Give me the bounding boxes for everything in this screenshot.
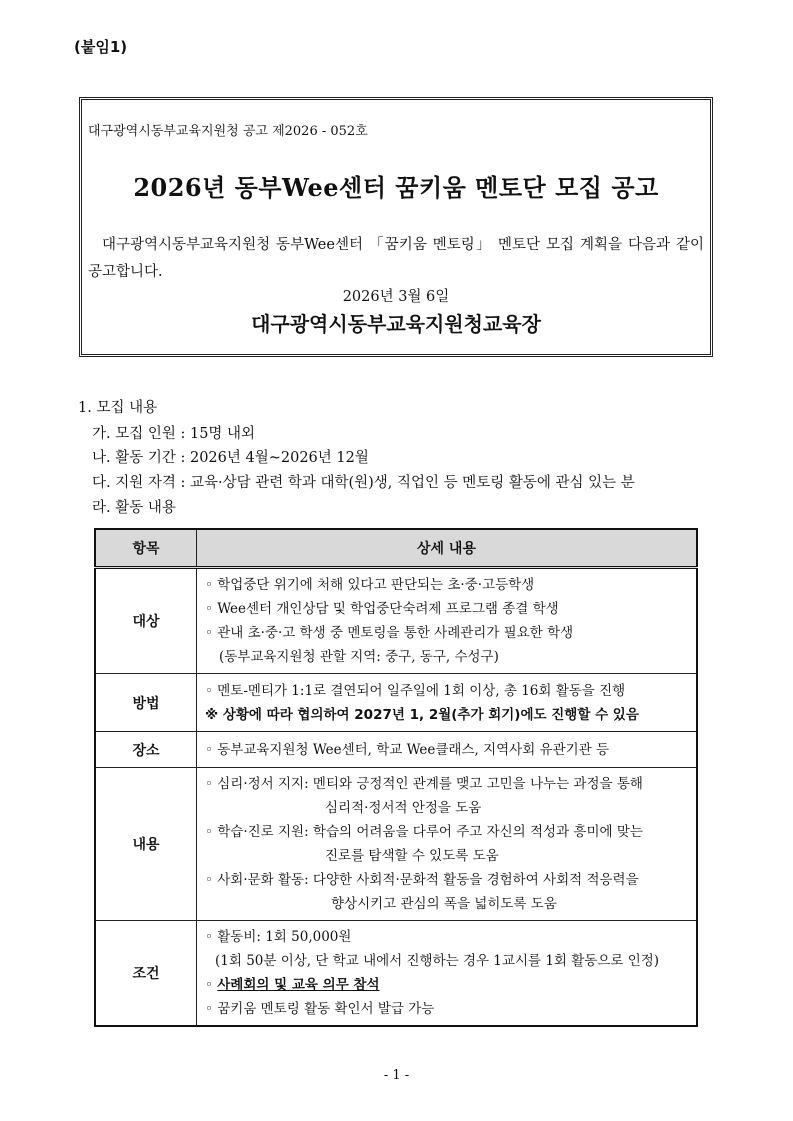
list-item: ◦ 활동비: 1회 50,000원 xyxy=(205,929,352,945)
attachment-label: (붙임1) xyxy=(74,38,128,56)
recruit-count: 가. 모집 인원 : 15명 내외 xyxy=(92,426,256,442)
row-content-place xyxy=(197,732,698,768)
row-content-target xyxy=(197,568,698,674)
activity-period: 나. 활동 기간 : 2026년 4월~2026년 12월 xyxy=(92,450,369,466)
list-item: ◦ Wee센터 개인상담 및 학업중단숙려제 프로그램 종결 학생 xyxy=(205,601,559,617)
header-item: 항목 xyxy=(95,529,197,568)
list-item: ◦ 관내 초·중·고 학생 중 멘토링을 통한 사례관리가 필요한 학생 xyxy=(205,625,574,641)
row-content-condition xyxy=(197,921,698,1027)
mandatory-attendance: 사례회의 및 교육 의무 참석 xyxy=(217,977,380,993)
notice-date: 2026년 3월 6일 xyxy=(342,289,450,305)
list-item: 진로를 탐색할 수 있도록 도움 xyxy=(325,848,499,864)
row-label-method: 방법 xyxy=(95,674,197,732)
list-item: ◦ 학습·진로 지원: 학습의 어려움을 다루어 주고 자신의 적성과 흥미에 맞는 xyxy=(205,824,643,840)
section-heading: 1. 모집 내용 xyxy=(78,400,158,416)
table-row xyxy=(95,921,697,1027)
list-item: ◦ 꿈키움 멘토링 활동 확인서 발급 가능 xyxy=(205,1001,435,1017)
row-label-target: 대상 xyxy=(95,568,197,674)
detail-table xyxy=(94,528,698,1027)
list-item: 향상시키고 관심의 폭을 넓히도록 도움 xyxy=(331,896,557,912)
header-detail: 상세 내용 xyxy=(197,529,698,568)
table-header-row xyxy=(95,529,697,568)
list-item: ◦ 심리·정서 지지: 멘티와 긍정적인 관계를 맺고 고민을 나누는 과정을 통해 xyxy=(205,776,643,792)
table-row xyxy=(95,732,697,768)
page-number: - 1 - xyxy=(383,1068,410,1083)
notice-number: 대구광역시동부교육지원청 공고 제2026 - 052호 xyxy=(88,124,368,139)
list-item: (1회 50분 이상, 단 학교 내에서 진행하는 경우 1교시를 1회 활동으로 인정) xyxy=(215,953,660,969)
notice-issuer: 대구광역시동부교육지원청교육장 xyxy=(251,312,541,336)
list-item: (동부교육지원청 관할 지역: 중구, 동구, 수성구) xyxy=(219,649,499,665)
list-item: ◦ 학업중단 위기에 처해 있다고 판단되는 초·중·고등학생 xyxy=(205,577,535,593)
table-row xyxy=(95,768,697,921)
notice-body: 대구광역시동부교육지원청 동부Wee센터 「꿈키움 멘토링」 멘토단 모집 계획을 다음과 같이 공고합니다. xyxy=(88,237,704,280)
row-content-content xyxy=(197,768,698,921)
row-label-content: 내용 xyxy=(95,768,197,921)
list-item: ◦ 사회·문화 활동: 다양한 사회적·문화적 활동을 경험하여 사회적 적응력을 xyxy=(205,872,639,888)
list-item: 심리적·정서적 안정을 도움 xyxy=(325,800,482,816)
activity-content-heading: 라. 활동 내용 xyxy=(92,500,176,516)
table-row xyxy=(95,674,697,732)
row-label-condition: 조건 xyxy=(95,921,197,1027)
list-item xyxy=(205,973,690,997)
list-item: ◦ 동부교육지원청 Wee센터, 학교 Wee클래스, 지역사회 유관기관 등 xyxy=(205,741,610,758)
bullet: ◦ xyxy=(205,977,218,993)
row-content-method xyxy=(197,674,698,732)
row-label-place: 장소 xyxy=(95,732,197,768)
table-row xyxy=(95,568,697,674)
eligibility: 다. 지원 자격 : 교육·상담 관련 학과 대학(원)생, 직업인 등 멘토링 활동에 관심 있는 분 xyxy=(92,475,635,491)
list-item: ◦ 멘토-멘티가 1:1로 결연되어 일주일에 1회 이상, 총 16회 활동을 진행 xyxy=(205,682,626,699)
note-item: ※ 상황에 따라 협의하여 2027년 1, 2월(추가 회기)에도 진행할 수 있음 xyxy=(205,706,639,723)
notice-title: 2026년 동부Wee센터 꿈키움 멘토단 모집 공고 xyxy=(133,173,659,202)
